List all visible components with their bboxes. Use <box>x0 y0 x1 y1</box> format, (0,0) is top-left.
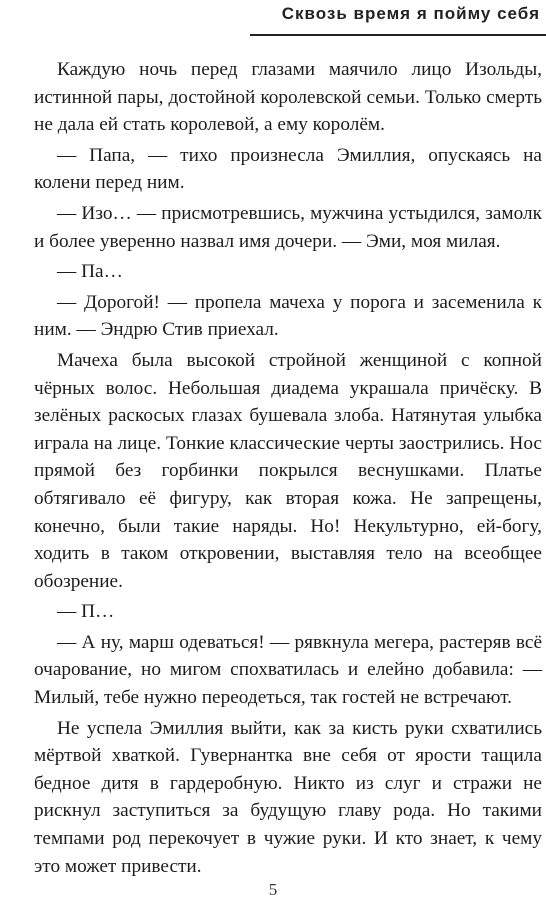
paragraph: Не успела Эмиллия выйти, как за кисть руки схватились мёртвой хваткой. Гувернантка вне себя от ярости тащила бедное дитя в гардеробную. Никто из слуг и стражи не рискнул заступиться за будущую главу рода. Но такими темпами род перекочует в чужие руки. И кто знает, к чему это может привести. <box>34 717 542 877</box>
running-head: Сквозь время я пойму себя <box>281 4 540 23</box>
paragraph: — Папа, — тихо произнесла Эмиллия, опускаясь на колени перед ним. <box>34 144 542 194</box>
paragraph: — П… <box>57 601 115 623</box>
paragraph: Мачеха была высокой стройной женщиной с копной чёрных волос. Небольшая диадема украшала причёску. В зелёных раскосых глазах бушевала злоба. Натянутая улыбка играла на лице. Тонкие классические черты заострились. Нос прямой без горбинки покрылся веснушками. Платье обтягивало её фигуру, как вторая кожа. Не запрещены, конечно, были такие наряды. Но! Некультурно, ей-богу, ходить в таком откровении, выставляя тело на всеобщее обозрение. <box>34 349 542 592</box>
page-body <box>34 56 542 883</box>
paragraph: — Изо… — присмотревшись, мужчина устыдился, замолк и более уверенно назвал имя дочери. — Эми, моя милая. <box>34 202 542 252</box>
page-number: 5 <box>268 880 278 899</box>
paragraph: — А ну, марш одеваться! — рявкнула мегера, растеряв всё очарование, но мигом спохватилась и елейно добавила: — Милый, тебе нужно переодеться, так гостей не встречают. <box>34 631 542 709</box>
paragraph: Каждую ночь перед глазами маячило лицо Изольды, истинной пары, достойной королевской семьи. Только смерть не дала ей стать королевой, а ему королём. <box>34 59 542 136</box>
paragraph: — Дорогой! — пропела мачеха у порога и засеменила к ним. — Эндрю Стив приехал. <box>34 291 542 341</box>
paragraph: — Па… <box>57 261 123 283</box>
header-rule <box>250 34 546 36</box>
